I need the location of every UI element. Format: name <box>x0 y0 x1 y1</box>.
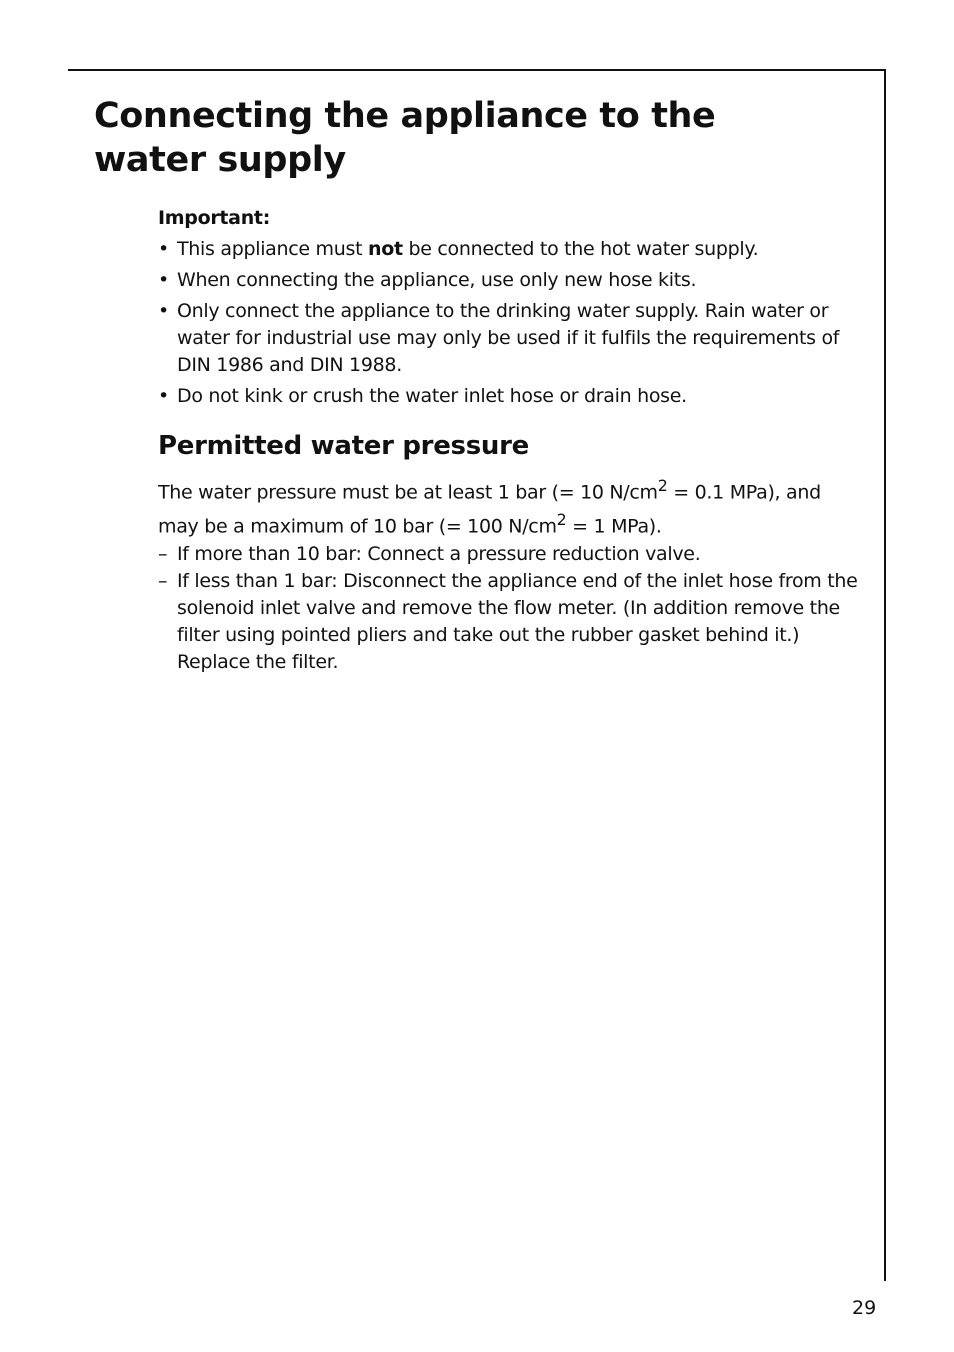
dash-marker: – <box>158 569 168 592</box>
section-heading: Permitted water pressure <box>158 431 529 461</box>
pressure-paragraph <box>158 472 858 541</box>
item-text: If less than 1 bar: Disconnect the appliance end of the inlet hose from the solenoid inlet valve and remove the flow meter. (In addition remove the filter using pointed pliers and take out the rubber gasket behind it.) Replace the filter. <box>177 569 858 673</box>
item-text-start: This appliance must <box>177 238 368 260</box>
bullet-marker: • <box>158 300 169 322</box>
list-item <box>158 541 858 568</box>
pressure-text-part3: = 1 MPa). <box>566 515 662 538</box>
content-body <box>158 205 858 676</box>
list-item <box>158 267 858 294</box>
important-heading: Important: <box>158 207 271 229</box>
list-item <box>158 236 858 263</box>
list-item <box>158 383 858 410</box>
page-title: Connecting the appliance to the water supply <box>94 96 716 180</box>
pressure-text-part2: = 0.1 MPa), and may be a maximum of 10 bar (= 100 N/cm <box>158 481 821 538</box>
item-text-emphasis: not <box>368 238 403 260</box>
page-number: 29 <box>852 1297 877 1319</box>
list-item <box>158 568 858 676</box>
top-rule <box>68 69 886 71</box>
item-text: Do not kink or crush the water inlet hose or drain hose. <box>177 385 687 407</box>
list-item <box>158 298 858 379</box>
bullet-marker: • <box>158 385 169 407</box>
bullet-marker: • <box>158 269 169 291</box>
bullet-marker: • <box>158 238 169 260</box>
dash-marker: – <box>158 542 168 565</box>
item-text-end: be connected to the hot water supply. <box>402 238 759 260</box>
item-text: If more than 10 bar: Connect a pressure reduction valve. <box>177 542 701 565</box>
item-text: When connecting the appliance, use only new hose kits. <box>177 269 697 291</box>
superscript-2: 2 <box>657 476 668 495</box>
right-rule <box>884 69 886 1281</box>
item-text: Only connect the appliance to the drinking water supply. Rain water or water for industrial use may only be used if it fulfils the requirements of DIN 1986 and DIN 1988. <box>177 300 840 376</box>
superscript-2: 2 <box>556 510 567 530</box>
pressure-text-part1: The water pressure must be at least 1 bar (= 10 N/cm <box>158 481 658 504</box>
